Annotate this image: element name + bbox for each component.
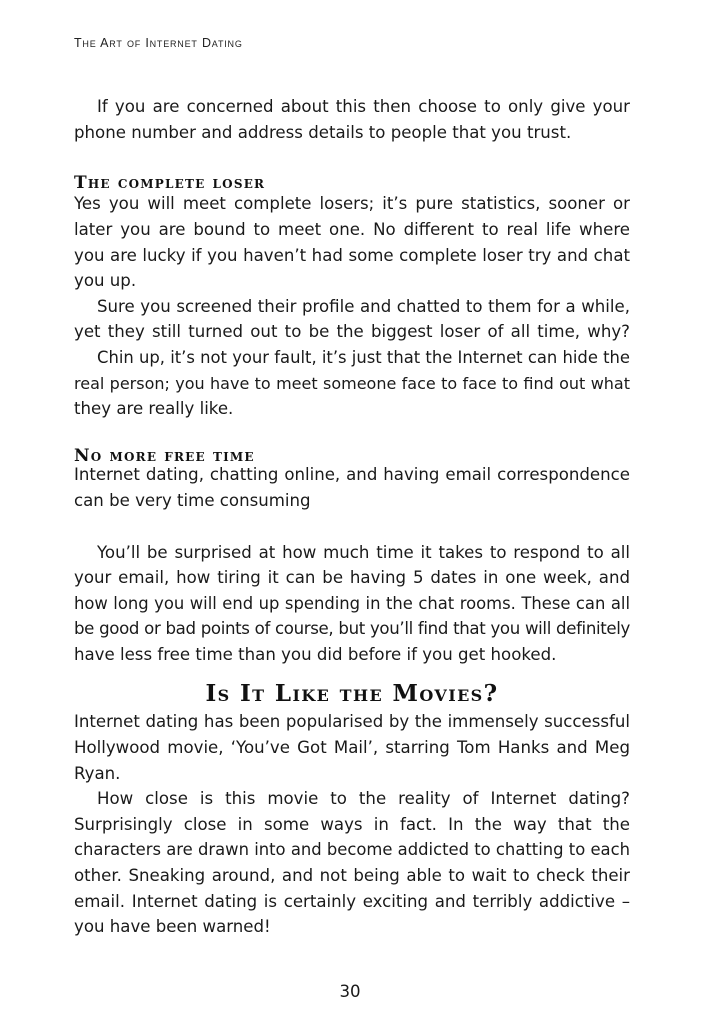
text-line: Yes you will meet complete losers; it’s pure statistics, sooner or — [74, 194, 630, 213]
text-line: you up. — [74, 271, 137, 290]
text-line: Internet dating has been popularised by the immensely successful — [74, 712, 630, 731]
text-line: can be very time consuming — [74, 491, 311, 510]
text-line: real person; you have to meet someone face to face to find out what — [74, 374, 630, 393]
text-line: Ryan. — [74, 764, 121, 783]
text-line: they are really like. — [74, 399, 234, 418]
page-number: 30 — [339, 982, 361, 1001]
text-line: characters are drawn into and become addicted to chatting to each — [74, 840, 630, 859]
text-line: you have been warned! — [74, 917, 271, 936]
text-line: Sure you screened their profile and chatted to them for a while, — [97, 297, 630, 316]
text-line: Hollywood movie, ‘You’ve Got Mail’, starring Tom Hanks and Meg — [74, 738, 630, 757]
text-line: you are lucky if you haven’t had some complete loser try and chat — [74, 246, 630, 265]
chapter-heading: Is It Like the Movies? — [205, 680, 499, 707]
text-line: Internet dating, chatting online, and having email correspondence — [74, 465, 630, 484]
text-line: other. Sneaking around, and not being able to wait to check their — [74, 866, 630, 885]
section-heading-no-more-free-time: No more free time — [74, 446, 255, 466]
text-line: your email, how tiring it can be having 5 dates in one week, and — [74, 568, 630, 587]
text-line: email. Internet dating is certainly exciting and terribly addictive – — [74, 892, 630, 911]
text-line: have less free time than you did before if you get hooked. — [74, 645, 557, 664]
text-line: You’ll be surprised at how much time it takes to respond to all — [97, 543, 630, 562]
text-line: If you are concerned about this then choose to only give your — [97, 97, 630, 116]
text-line: be good or bad points of course, but you’ll find that you will definitely — [74, 619, 630, 638]
text-line: Surprisingly close in some ways in fact. In the way that the — [74, 815, 630, 834]
text-line: later you are bound to meet one. No different to real life where — [74, 220, 630, 239]
text-line: How close is this movie to the reality of Internet dating? — [97, 789, 630, 808]
running-header: The Art of Internet Dating — [74, 36, 243, 50]
text-line: Chin up, it’s not your fault, it’s just that the Internet can hide the — [97, 348, 631, 367]
section-heading-complete-loser: The complete loser — [74, 173, 266, 193]
text-line: phone number and address details to people that you trust. — [74, 123, 572, 142]
text-line: yet they still turned out to be the biggest loser of all time, why? — [74, 322, 630, 341]
text-line: how long you will end up spending in the chat rooms. These can all — [74, 594, 630, 613]
